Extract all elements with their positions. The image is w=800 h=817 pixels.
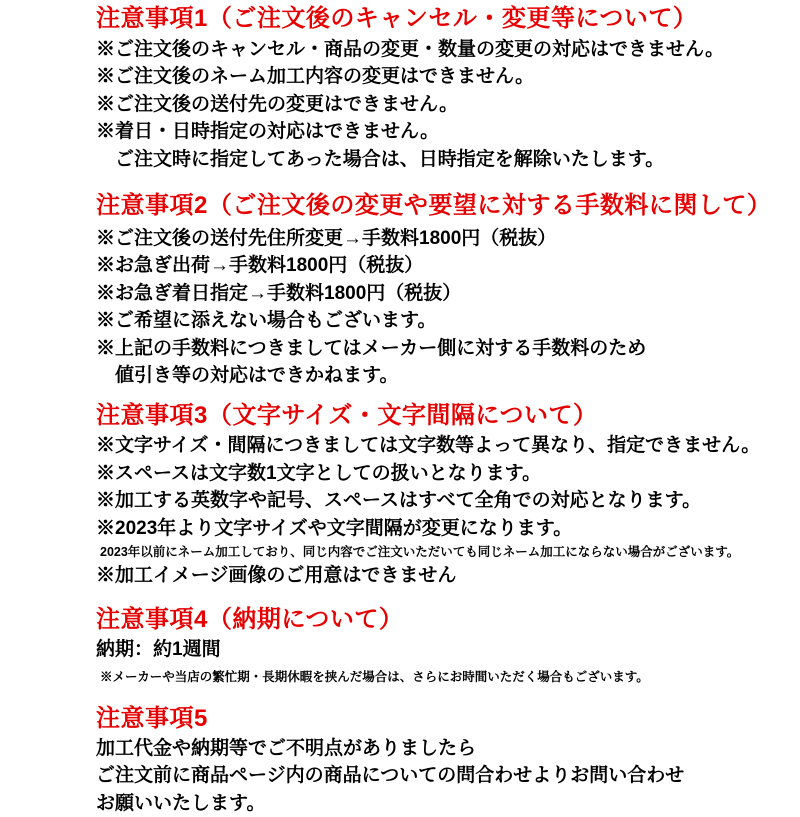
section-cancellation (96, 3, 790, 173)
section-heading: 注意事項2（ご注文後の変更や要望に対する手数料に関して） (96, 192, 772, 220)
section-heading: 注意事項5 (96, 704, 208, 732)
notice-line: ※お急ぎ出荷→手数料1800円（税抜） (96, 255, 424, 277)
notice-line: ※ご注文後のキャンセル・商品の変更・数量の変更の対応はできません。 (96, 39, 725, 60)
section-fees (96, 190, 790, 389)
section-heading: 注意事項4（納期について） (96, 605, 404, 633)
notice-line: ※ご注文後の送付先の変更はできません。 (96, 93, 459, 115)
notice-line: ※スペースは文字数1文字としての扱いとなります。 (96, 462, 542, 484)
section-items (96, 735, 790, 817)
notice-line: ※着日・日時指定の対応はできません。 (96, 121, 440, 143)
notice-line: ※2023年より文字サイズや文字間隔が変更になります。 (96, 517, 573, 539)
section-heading: 注意事項3（文字サイズ・文字間隔について） (96, 402, 598, 430)
notice-line: ご注文時に指定してあった場合は、日時指定を解除いたします。 (115, 148, 665, 170)
notice-line: 納期：約1週間 (96, 638, 221, 660)
notice-line: お願いいたします。 (96, 792, 266, 814)
notice-line: ※加工する英数字や記号、スペースはすべて全角での対応となります。 (96, 490, 702, 512)
section-heading: 注意事項1（ご注文後のキャンセル・変更等について） (96, 5, 698, 32)
notice-line-small: ※メーカーや当店の繁忙期・長期休暇を挟んだ場合は、さらにお時間いただく場合もございます。 (100, 669, 649, 684)
section-items (96, 225, 790, 389)
notice-line: ※ご希望に添えない場合もございます。 (96, 310, 437, 332)
notice-line: ※お急ぎ着日指定→手数料1800円（税抜） (96, 282, 462, 304)
section-delivery (96, 604, 790, 687)
notice-line: ※ご注文後のネーム加工内容の変更はできません。 (96, 66, 535, 88)
notice-line: ご注文前に商品ページ内の商品についての問合わせよりお問い合わせ (96, 765, 685, 787)
section-items (96, 432, 790, 589)
notice-line: ※ご注文後の送付先住所変更→手数料1800円（税抜） (96, 228, 557, 250)
notice-line-small: 2023年以前にネーム加工しており、同じ内容でご注文いただいても同じネーム加工にならない場合がございます。 (100, 545, 740, 560)
notice-line: 値引き等の対応はできかねます。 (115, 365, 399, 387)
notice-line: ※上記の手数料につきましてはメーカー側に対する手数料のため (96, 337, 647, 359)
section-character-size (96, 400, 790, 589)
notice-line: ※加工イメージ画像のご用意はできません (96, 565, 457, 587)
section-items (96, 36, 790, 173)
notice-line: ※文字サイズ・間隔につきましては文字数等よって異なり、指定できません。 (96, 435, 761, 457)
section-items (96, 636, 790, 687)
notice-line: 加工代金や納期等でご不明点がありましたら (96, 737, 477, 759)
